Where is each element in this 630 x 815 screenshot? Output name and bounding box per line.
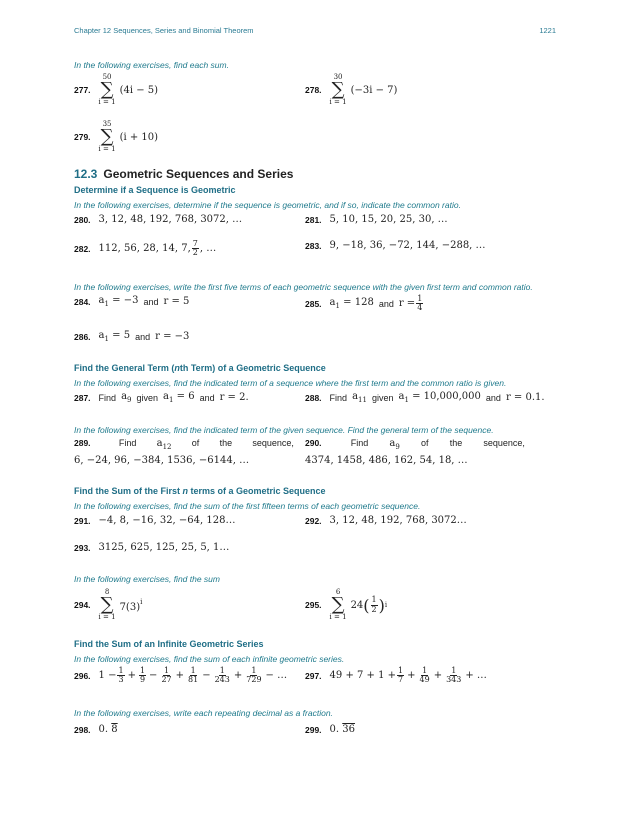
subhead-determine-geometric: Determine if a Sequence is Geometric xyxy=(74,185,236,195)
exercise-277: 277. 50 ∑ i = 1 (4i − 5) xyxy=(74,73,159,106)
operator: + xyxy=(127,670,136,682)
exercise-293: 293. 3125, 625, 125, 25, 5, 1… xyxy=(74,542,230,553)
running-header-chapter: Chapter 12 Sequences, Series and Binomial Theorem xyxy=(74,26,254,35)
exercise-286: 286. $a_1 = 5$ and r = −3 xyxy=(74,330,190,343)
exercise-284: 284. $a_1 = -3$ and r = 5 xyxy=(74,295,190,308)
summation: 8 ∑ i = 1 xyxy=(98,588,116,621)
exercise-299: 299. 0. 36 xyxy=(305,724,356,735)
operator: + xyxy=(433,670,443,682)
operator: + … xyxy=(465,670,487,682)
instruction-find-the-sum: In the following exercises, find the sum xyxy=(74,574,220,584)
fraction: $\frac{1}{729}$ xyxy=(246,666,262,685)
instruction-indicated-term-ratio: In the following exercises, find the indicated term of a sequence where the first term and the common ratio is given. xyxy=(74,378,507,388)
fraction: $\frac{1}{243}$ xyxy=(214,666,230,685)
operator: + xyxy=(407,670,416,682)
exercise-278: 278. 30 ∑ i = 1 (−3i − 7) xyxy=(305,73,398,106)
operator: − xyxy=(149,670,158,682)
instruction-first-five: In the following exercises, write the first five terms of each geometric sequence with the given first term and common ratio. xyxy=(74,282,533,292)
fraction: $\frac{1}{343}$ xyxy=(446,666,462,685)
summation: 30 ∑ i = 1 xyxy=(329,73,347,106)
instruction-determine: In the following exercises, determine if the sequence is geometric, and if so, indicate the common ratio. xyxy=(74,200,461,210)
subhead-infinite-series: Find the Sum of an Infinite Geometric Series xyxy=(74,639,264,649)
instruction-repeating: In the following exercises, write each repeating decimal as a fraction. xyxy=(74,708,333,718)
exercise-283: 283. 9, −18, 36, −72, 144, −288, … xyxy=(305,240,486,251)
exercise-288: 288. Find $a_{11}$ given $a_1 = 10,000,000$ and r = 0.1. xyxy=(305,391,545,404)
section-heading: 12.3 Geometric Sequences and Series xyxy=(74,167,294,181)
exercise-292: 292. 3, 12, 48, 192, 768, 3072… xyxy=(305,515,467,526)
exercise-282: 282. 112, 56, 28, 14, 7, $\frac{7}{2}$ , … xyxy=(74,239,217,258)
instruction-find-sum: In the following exercises, find each sum. xyxy=(74,60,229,70)
operator: + xyxy=(175,670,185,682)
fraction: $\frac{1}{3}$ xyxy=(118,666,124,685)
page-number: 1221 xyxy=(539,26,556,35)
instruction-first-fifteen: In the following exercises, find the sum of the first fifteen terms of each geometric sequence. xyxy=(74,501,421,511)
fraction: $\frac{1}{49}$ xyxy=(419,666,430,685)
instruction-infinite: In the following exercises, find the sum of each infinite geometric series. xyxy=(74,654,345,664)
exercise-279: 279. 35 ∑ i = 1 (i + 10) xyxy=(74,120,159,153)
fraction: $\frac{1}{9}$ xyxy=(139,666,146,685)
summation: 6 ∑ i = 1 xyxy=(329,588,347,621)
summation: 35 ∑ i = 1 xyxy=(98,120,116,153)
exercise-298: 298. 0. 8 xyxy=(74,724,118,735)
exercise-285: 285. $a_1 = 128$ and r = $\frac{1}{4}$ xyxy=(305,294,423,313)
operator: + xyxy=(233,670,243,682)
instruction-indicated-term-seq: In the following exercises, find the indicated term of the given sequence. Find the general term of the sequence. xyxy=(74,425,494,435)
fraction: $\frac{1}{27}$ xyxy=(161,666,172,685)
exercise-291: 291. −4, 8, −16, 32, −64, 128… xyxy=(74,515,236,526)
exercise-297: 297. 49 + 7 + 1 + $\frac{1}{7}$ + $\frac{1}{49}$ + $\frac{1}{343}$ + … xyxy=(305,666,487,685)
fraction: $\frac{7}{2}$ xyxy=(192,239,198,258)
fraction: $\frac{1}{4}$ xyxy=(417,294,423,313)
summation: 50 ∑ i = 1 xyxy=(98,73,116,106)
subhead-general-term: Find the General Term (nth Term) of a Geometric Sequence xyxy=(74,363,326,373)
exercise-294: 294. 8 ∑ i = 1 $7(3)^i$ xyxy=(74,588,143,621)
fraction: $\frac{1}{7}$ xyxy=(398,666,404,685)
operator: − … xyxy=(265,670,288,682)
fraction: $\frac{1}{2}$ xyxy=(371,595,377,614)
exercise-287: 287. Find $a_9$ given $a_1 = 6$ and r = 2. xyxy=(74,391,249,404)
fraction: $\frac{1}{81}$ xyxy=(188,666,199,685)
exercise-296: 296. 1 − $\frac{1}{3}$ + $\frac{1}{9}$ − $\frac{1}{27}$ + $\frac{1}{81}$ − $\frac{1}{243}$ + $\frac{1}{729}$ − … xyxy=(74,666,288,685)
subhead-sum-first-n: Find the Sum of the First n terms of a Geometric Sequence xyxy=(74,486,326,496)
exercise-281: 281. 5, 10, 15, 20, 25, 30, … xyxy=(305,214,448,225)
operator: − xyxy=(202,670,211,682)
exercise-295: 295. 6 ∑ i = 1 24 ( $\frac{1}{2}$ ) i xyxy=(305,588,388,621)
exercise-280: 280. 3, 12, 48, 192, 768, 3072, … xyxy=(74,214,243,225)
